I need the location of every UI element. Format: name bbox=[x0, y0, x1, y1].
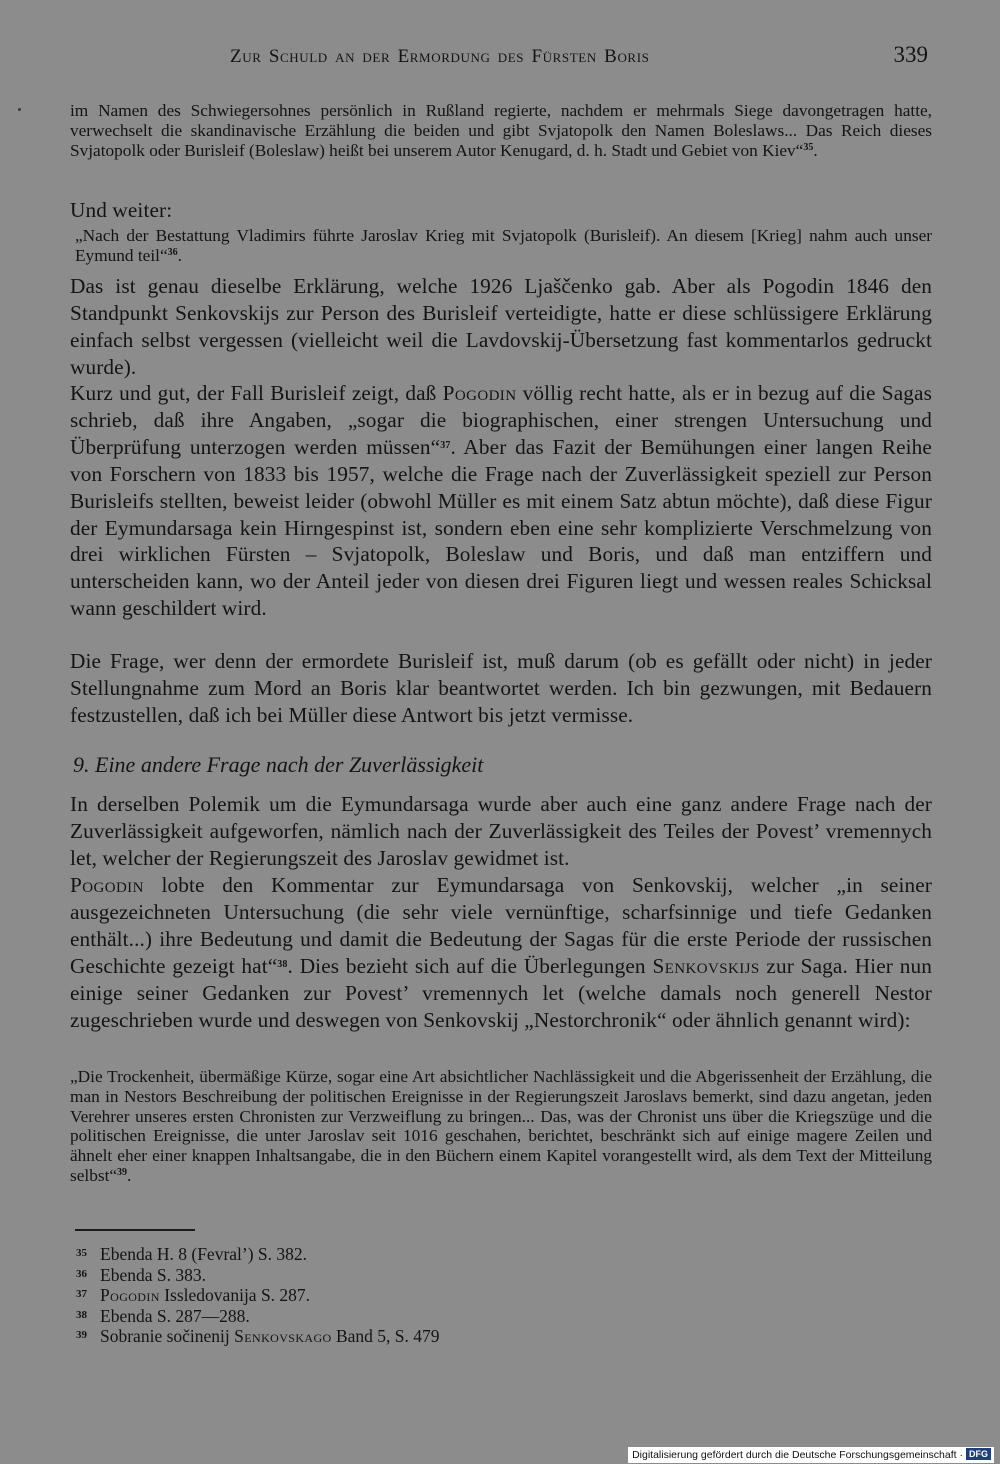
paragraph: In derselben Polemik um die Eymundarsaga wurde aber auch eine ganz andere Frage nach der Zuverlässigkeit aufgeworfen, nämlich nach der Zuverlässigkeit des Teiles der Povest’ vremennych let, welcher der Regierungszeit des Jaroslav gewidmet ist. bbox=[70, 792, 932, 870]
footnote-ref: 35 bbox=[803, 141, 814, 153]
block-quote: „Nach der Bestattung Vladimirs führte Jaroslav Krieg mit Svjatopolk (Burisleif). An diesem [Krieg] nahm auch unser Eymund teil“$^{36}$. bbox=[75, 226, 932, 265]
footnote-rule bbox=[75, 1229, 195, 1231]
running-title: Zur Schuld an der Ermordung des Fürsten Boris bbox=[230, 46, 650, 67]
footnote: 38 Ebenda S. 287—288. bbox=[76, 1305, 250, 1326]
paragraph: im Namen des Schwiegersohnes persönlich in Rußland regierte, nachdem er mehrmals Siege davongetragen hatte, verwechselt die skandinavische Erzählung die beiden und gibt Svjatopolk den Namen Boleslaws... Das Reich dieses Svjatopolk oder Burisleif (Boleslaw) heißt bei unserem Autor Kenugard, d. h. Stadt und Gebiet von Kiev“$^{35}$. bbox=[70, 101, 932, 160]
footnote: 39 Sobranie sočinenij Senkovskago Band 5, S. 479 bbox=[76, 1326, 440, 1346]
paragraph: Kurz und gut, der Fall Burisleif zeigt, daß Pogodin völlig recht hatte, als er in bezug auf die Sagas schrieb, daß ihre Angaben, „sogar die biographischen, einer strengen Untersuchung und Überprüfung unterzogen werden müssen“$^{37}$. Aber das Fazit der Bemühungen einer langen Reihe von Forschern von 1833 bis 1957, welche die Frage nach der Zuverlässigkeit speziell zur Person Burisleifs stellten, beweist leider (obwohl Müller es mit einem Satz abtun möchte), daß diese Figur der Eymundarsaga kein Hirngespinst ist, sondern eben eine sehr komplizierte Verschmelzung von drei wirklichen Fürsten – Svjatopolk, Boleslaw und Boris, und daß man entziffern und unterscheiden kann, wo der Anteil jeder von diesen drei Figuren liegt und wessen reales Schicksal wann geschildert wird. bbox=[70, 381, 932, 621]
paragraph: Das ist genau dieselbe Erklärung, welche 1926 Ljaščenko gab. Aber als Pogodin 1846 den Standpunkt Senkovskijs zur Person des Burisleif verteidigte, hatte er diese schlüssigere Erklärung einfach selbst vergessen (vielleicht weil die Lavdovskij-Übersetzung fast kommentarlos gedruckt wurde). bbox=[70, 274, 932, 379]
running-header bbox=[230, 44, 930, 74]
footnote-ref: 39 bbox=[117, 1166, 128, 1178]
page-number: 339 bbox=[893, 42, 928, 67]
author-name: Senkovskijs bbox=[652, 953, 760, 978]
dfg-logo: DFG bbox=[966, 1448, 991, 1460]
author-name: Pogodin bbox=[100, 1285, 160, 1305]
footnote: 36 Ebenda S. 383. bbox=[76, 1264, 206, 1285]
author-name: Senkovskago bbox=[234, 1326, 332, 1346]
author-name: Pogodin bbox=[70, 873, 144, 897]
funding-notice: Digitalisierung gefördert durch die Deutsche Forschungsgemeinschaft · DFG bbox=[628, 1447, 994, 1463]
section-heading: 9. Eine andere Frage nach der Zuverlässigkeit bbox=[73, 752, 484, 777]
footnote: 37 Pogodin Issledovanija S. 287. bbox=[76, 1285, 311, 1305]
footnote-ref: 36 bbox=[167, 246, 178, 258]
footnote-ref: 37 bbox=[440, 439, 451, 451]
footnote-ref: 38 bbox=[277, 958, 288, 970]
author-name: Pogodin bbox=[442, 381, 517, 405]
paragraph: Die Frage, wer denn der ermordete Burisleif ist, muß darum (ob es gefällt oder nicht) in jeder Stellungnahme zum Mord an Boris klar beantwortet werden. Ich bin gezwungen, mit Bedauern festzustellen, daß ich bei Müller diese Antwort bis jetzt vermisse. bbox=[70, 649, 932, 727]
margin-mark bbox=[18, 108, 21, 111]
footnote: 35 Ebenda H. 8 (Fevral’) S. 382. bbox=[76, 1244, 308, 1264]
paragraph: Und weiter: bbox=[70, 198, 173, 222]
footnotes bbox=[76, 1243, 776, 1346]
block-quote: „Die Trockenheit, übermäßige Kürze, sogar eine Art absichtlicher Nachlässigkeit und die Abgerissenheit der Erzählung, die man in Nestors Beschreibung der politischen Ereignisse in der Regierungszeit Jaroslavs bemerkt, sind dazu angetan, jeden Verehrer unseres ersten Chronisten zur Verzweiflung zu bringen... Das, was der Chronist uns über die Kriegszüge und die politischen Ereignisse, die unter Jaroslav seit 1016 geschahen, berichtet, beschränkt sich auf einige magere Zeilen und ähnelt eher einer knappen Inhaltsangabe, die in den Büchern einem Kapitel vorangestellt wird, als dem Text der Mitteilung selbst“$^{39}$. bbox=[70, 1067, 932, 1185]
paragraph: Pogodin lobte den Kommentar zur Eymundarsaga von Senkovskij, welcher „in seiner ausgezeichneten Untersuchung (die sehr viele vernünftige, scharfsinnige und tiefe Gedanken enthält...) ihre Bedeutung und damit die Bedeutung der Sagas für die erste Periode der russischen Geschichte gezeigt hat“$^{38}$. Dies bezieht sich auf die Überlegungen Senkovskijs zur Saga. Hier nun einige seiner Gedanken zur Povest’ vremennych let (welche damals noch generell Nestor zugeschrieben wurde und deswegen von Senkovskij „Nestorchronik“ oder ähnlich genannt wird): bbox=[70, 873, 932, 1032]
